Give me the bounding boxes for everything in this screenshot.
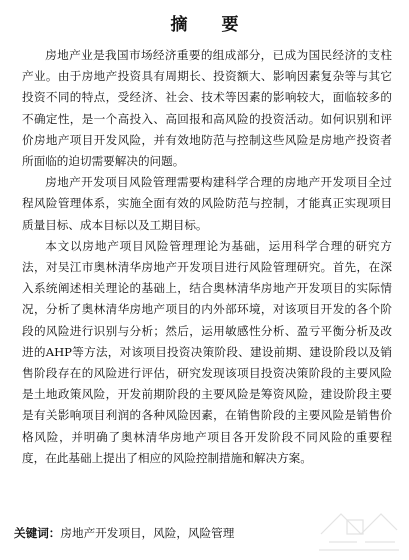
keywords-line bbox=[14, 523, 234, 543]
abstract-body bbox=[22, 45, 392, 469]
abstract-paragraph-3: 本文以房地产项目风险管理理论为基础，运用科学合理的研究方法，对吴江市奥林清华房地产开发项目进行风险管理研究。首先，在深入系统阐述相关理论的基础上，结合奥林清华房地产开发项目的实际情况，分析了奥林清华房地产项目的内外部环境，对该项目开发的各个阶段的风险进行识别与分析；然后，运用敏感性分析、盈亏平衡分析及改进的AHP等方法，对该项目投资决策阶段、建设前期、建设阶段以及销售阶段存在的风险进行评估，研究发现该项目投资决策阶段的主要风险是土地政策风险，开发前期阶段的主要风险是筹资风险，建设阶段主要是有关影响项目利润的各种风险因素，在销售阶段的主要风险是销售价格风险，并明确了奥林清华房地产项目各开发阶段不同风险的重要程度，在此基础上提出了相应的风险控制措施和解决方案。 bbox=[22, 238, 392, 465]
abstract-paragraph-1: 房地产业是我国市场经济重要的组成部分，已成为国民经济的支柱产业。由于房地产投资具有周期长、投资额大、影响因素复杂等与其它投资不同的特点，受经济、社会、技术等因素的影响较大，面临较多的不确定性，是一个高投入、高回报和高风险的投资活动。如何识别和评价房地产项目开发风险，并有效地防范与控制这些风险是房地产投资者所面临的迫切需要解决的问题。 bbox=[22, 48, 392, 169]
page-title: 摘 要 bbox=[170, 15, 253, 35]
watermark-logo-icon bbox=[311, 494, 403, 556]
keywords-value: 房地产开发项目，风险，风险管理 bbox=[60, 526, 235, 540]
abstract-paragraph-2: 房地产开发项目风险管理需要构建科学合理的房地产开发项目全过程风险管理体系，实施全面有效的风险防范与控制，才能真正实现项目质量目标、成本目标以及工期目标。 bbox=[22, 175, 392, 232]
keywords-label: 关键词： bbox=[14, 526, 61, 540]
